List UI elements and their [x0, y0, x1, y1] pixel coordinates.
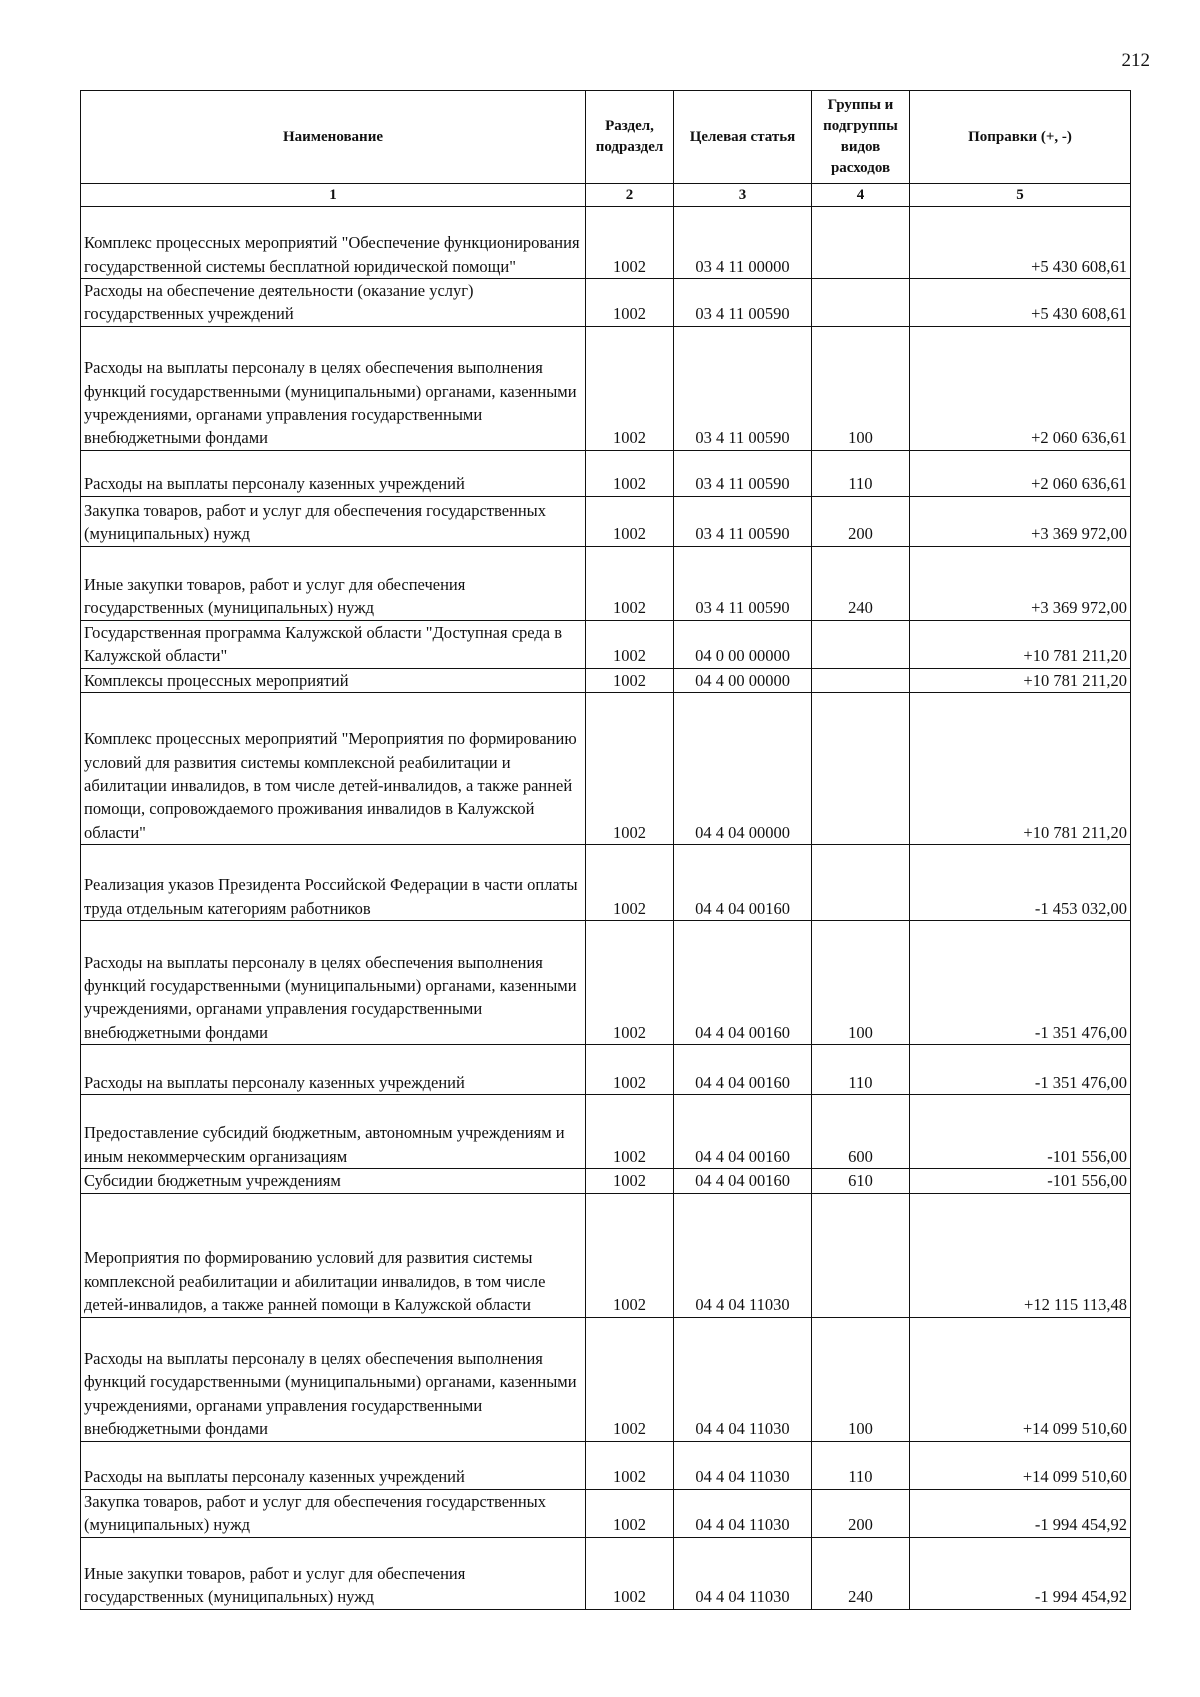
table-row — [81, 620, 1131, 668]
row-target: 04 4 04 11030 — [674, 1537, 812, 1609]
row-amount: -101 556,00 — [910, 1095, 1131, 1169]
row-group — [812, 693, 910, 845]
table-row — [81, 693, 1131, 845]
table-row — [81, 668, 1131, 692]
row-target: 04 4 04 00160 — [674, 845, 812, 921]
row-amount: +10 781 211,20 — [910, 693, 1131, 845]
row-section: 1002 — [586, 1441, 674, 1489]
row-name: Расходы на выплаты персоналу казенных учреждений — [81, 450, 586, 496]
row-amount: +3 369 972,00 — [910, 546, 1131, 620]
row-amount: -1 994 454,92 — [910, 1537, 1131, 1609]
row-amount: +14 099 510,60 — [910, 1441, 1131, 1489]
row-target: 04 4 04 11030 — [674, 1489, 812, 1537]
table-header-row — [81, 91, 1131, 184]
header-target: Целевая статья — [674, 91, 812, 184]
row-section: 1002 — [586, 1193, 674, 1317]
row-amount: -1 994 454,92 — [910, 1489, 1131, 1537]
row-name: Расходы на выплаты персоналу казенных учреждений — [81, 1045, 586, 1095]
table-row — [81, 496, 1131, 546]
row-target: 04 4 04 00160 — [674, 1045, 812, 1095]
row-amount: +10 781 211,20 — [910, 668, 1131, 692]
row-amount: -1 351 476,00 — [910, 921, 1131, 1045]
row-name: Комплексы процессных мероприятий — [81, 668, 586, 692]
table-row — [81, 921, 1131, 1045]
row-section: 1002 — [586, 1095, 674, 1169]
row-group: 100 — [812, 1317, 910, 1441]
table-row — [81, 1045, 1131, 1095]
page-number: 212 — [1121, 50, 1150, 71]
row-group — [812, 279, 910, 327]
row-target: 04 4 04 00160 — [674, 921, 812, 1045]
budget-amendments-table — [80, 90, 1131, 1610]
row-section: 1002 — [586, 1537, 674, 1609]
table-row — [81, 1193, 1131, 1317]
row-group — [812, 1193, 910, 1317]
row-section: 1002 — [586, 546, 674, 620]
row-target: 03 4 11 00590 — [674, 546, 812, 620]
row-group: 200 — [812, 496, 910, 546]
row-amount: +2 060 636,61 — [910, 326, 1131, 450]
column-number: 5 — [910, 184, 1131, 207]
row-target: 04 4 04 11030 — [674, 1441, 812, 1489]
row-group: 600 — [812, 1095, 910, 1169]
row-target: 03 4 11 00590 — [674, 450, 812, 496]
row-section: 1002 — [586, 1317, 674, 1441]
row-name: Иные закупки товаров, работ и услуг для обеспечения государственных (муниципальных) нужд — [81, 1537, 586, 1609]
row-name: Расходы на выплаты персоналу в целях обеспечения выполнения функций государственными (муниципальными) органами, казенными учреждениями, органами управления государственными внебюджетными фондами — [81, 1317, 586, 1441]
row-section: 1002 — [586, 1489, 674, 1537]
row-group: 200 — [812, 1489, 910, 1537]
column-number: 2 — [586, 184, 674, 207]
row-section: 1002 — [586, 326, 674, 450]
row-section: 1002 — [586, 668, 674, 692]
table-row — [81, 1169, 1131, 1193]
row-target: 04 4 04 11030 — [674, 1317, 812, 1441]
row-amount: +5 430 608,61 — [910, 279, 1131, 327]
row-section: 1002 — [586, 496, 674, 546]
table-row — [81, 279, 1131, 327]
row-group: 240 — [812, 546, 910, 620]
row-group — [812, 620, 910, 668]
row-target: 04 4 04 11030 — [674, 1193, 812, 1317]
row-amount: +2 060 636,61 — [910, 450, 1131, 496]
row-group: 240 — [812, 1537, 910, 1609]
table-row — [81, 450, 1131, 496]
row-target: 03 4 11 00590 — [674, 326, 812, 450]
row-section: 1002 — [586, 207, 674, 279]
row-name: Комплекс процессных мероприятий "Мероприятия по формированию условий для развития системы комплексной реабилитации и абилитации инвалидов, в том числе детей-инвалидов, а также ранней помощи, сопровождаемого проживания инвалидов в Калужской области" — [81, 693, 586, 845]
row-name: Мероприятия по формированию условий для развития системы комплексной реабилитации и абилитации инвалидов, в том числе детей-инвалидов, а также ранней помощи в Калужской области — [81, 1193, 586, 1317]
row-target: 04 4 04 00160 — [674, 1095, 812, 1169]
row-target: 03 4 11 00590 — [674, 279, 812, 327]
row-amount: +10 781 211,20 — [910, 620, 1131, 668]
row-section: 1002 — [586, 845, 674, 921]
column-number: 4 — [812, 184, 910, 207]
row-amount: +3 369 972,00 — [910, 496, 1131, 546]
table-row — [81, 1537, 1131, 1609]
row-group: 100 — [812, 326, 910, 450]
column-number-row — [81, 184, 1131, 207]
row-name: Реализация указов Президента Российской Федерации в части оплаты труда отдельным категориям работников — [81, 845, 586, 921]
row-group: 110 — [812, 1045, 910, 1095]
header-name: Наименование — [81, 91, 586, 184]
row-target: 04 4 04 00000 — [674, 693, 812, 845]
row-group: 610 — [812, 1169, 910, 1193]
row-amount: +12 115 113,48 — [910, 1193, 1131, 1317]
table-row — [81, 207, 1131, 279]
row-section: 1002 — [586, 279, 674, 327]
row-name: Комплекс процессных мероприятий "Обеспечение функционирования государственной системы бесплатной юридической помощи" — [81, 207, 586, 279]
row-group: 100 — [812, 921, 910, 1045]
row-amount: +5 430 608,61 — [910, 207, 1131, 279]
row-name: Закупка товаров, работ и услуг для обеспечения государственных (муниципальных) нужд — [81, 1489, 586, 1537]
row-group — [812, 668, 910, 692]
header-section: Раздел, подраздел — [586, 91, 674, 184]
row-group: 110 — [812, 450, 910, 496]
row-section: 1002 — [586, 620, 674, 668]
table-row — [81, 1095, 1131, 1169]
row-section: 1002 — [586, 693, 674, 845]
row-target: 04 0 00 00000 — [674, 620, 812, 668]
table-row — [81, 1317, 1131, 1441]
table-row — [81, 1441, 1131, 1489]
row-group: 110 — [812, 1441, 910, 1489]
row-group — [812, 845, 910, 921]
row-target: 03 4 11 00590 — [674, 496, 812, 546]
row-name: Расходы на выплаты персоналу в целях обеспечения выполнения функций государственными (муниципальными) органами, казенными учреждениями, органами управления государственными внебюджетными фондами — [81, 326, 586, 450]
row-target: 04 4 00 00000 — [674, 668, 812, 692]
row-amount: +14 099 510,60 — [910, 1317, 1131, 1441]
row-name: Субсидии бюджетным учреждениям — [81, 1169, 586, 1193]
row-target: 03 4 11 00000 — [674, 207, 812, 279]
column-number: 1 — [81, 184, 586, 207]
row-name: Закупка товаров, работ и услуг для обеспечения государственных (муниципальных) нужд — [81, 496, 586, 546]
row-section: 1002 — [586, 1169, 674, 1193]
row-group — [812, 207, 910, 279]
row-name: Расходы на выплаты персоналу казенных учреждений — [81, 1441, 586, 1489]
header-amendment: Поправки (+, -) — [910, 91, 1131, 184]
row-name: Предоставление субсидий бюджетным, автономным учреждениям и иным некоммерческим организациям — [81, 1095, 586, 1169]
row-amount: -101 556,00 — [910, 1169, 1131, 1193]
table-row — [81, 845, 1131, 921]
row-name: Расходы на выплаты персоналу в целях обеспечения выполнения функций государственными (муниципальными) органами, казенными учреждениями, органами управления государственными внебюджетными фондами — [81, 921, 586, 1045]
table-row — [81, 326, 1131, 450]
header-group: Группы и подгруппы видов расходов — [812, 91, 910, 184]
row-target: 04 4 04 00160 — [674, 1169, 812, 1193]
row-section: 1002 — [586, 450, 674, 496]
column-number: 3 — [674, 184, 812, 207]
row-amount: -1 351 476,00 — [910, 1045, 1131, 1095]
row-section: 1002 — [586, 1045, 674, 1095]
row-name: Расходы на обеспечение деятельности (оказание услуг) государственных учреждений — [81, 279, 586, 327]
row-name: Иные закупки товаров, работ и услуг для обеспечения государственных (муниципальных) нужд — [81, 546, 586, 620]
row-name: Государственная программа Калужской области "Доступная среда в Калужской области" — [81, 620, 586, 668]
table-row — [81, 1489, 1131, 1537]
row-amount: -1 453 032,00 — [910, 845, 1131, 921]
row-section: 1002 — [586, 921, 674, 1045]
table-row — [81, 546, 1131, 620]
